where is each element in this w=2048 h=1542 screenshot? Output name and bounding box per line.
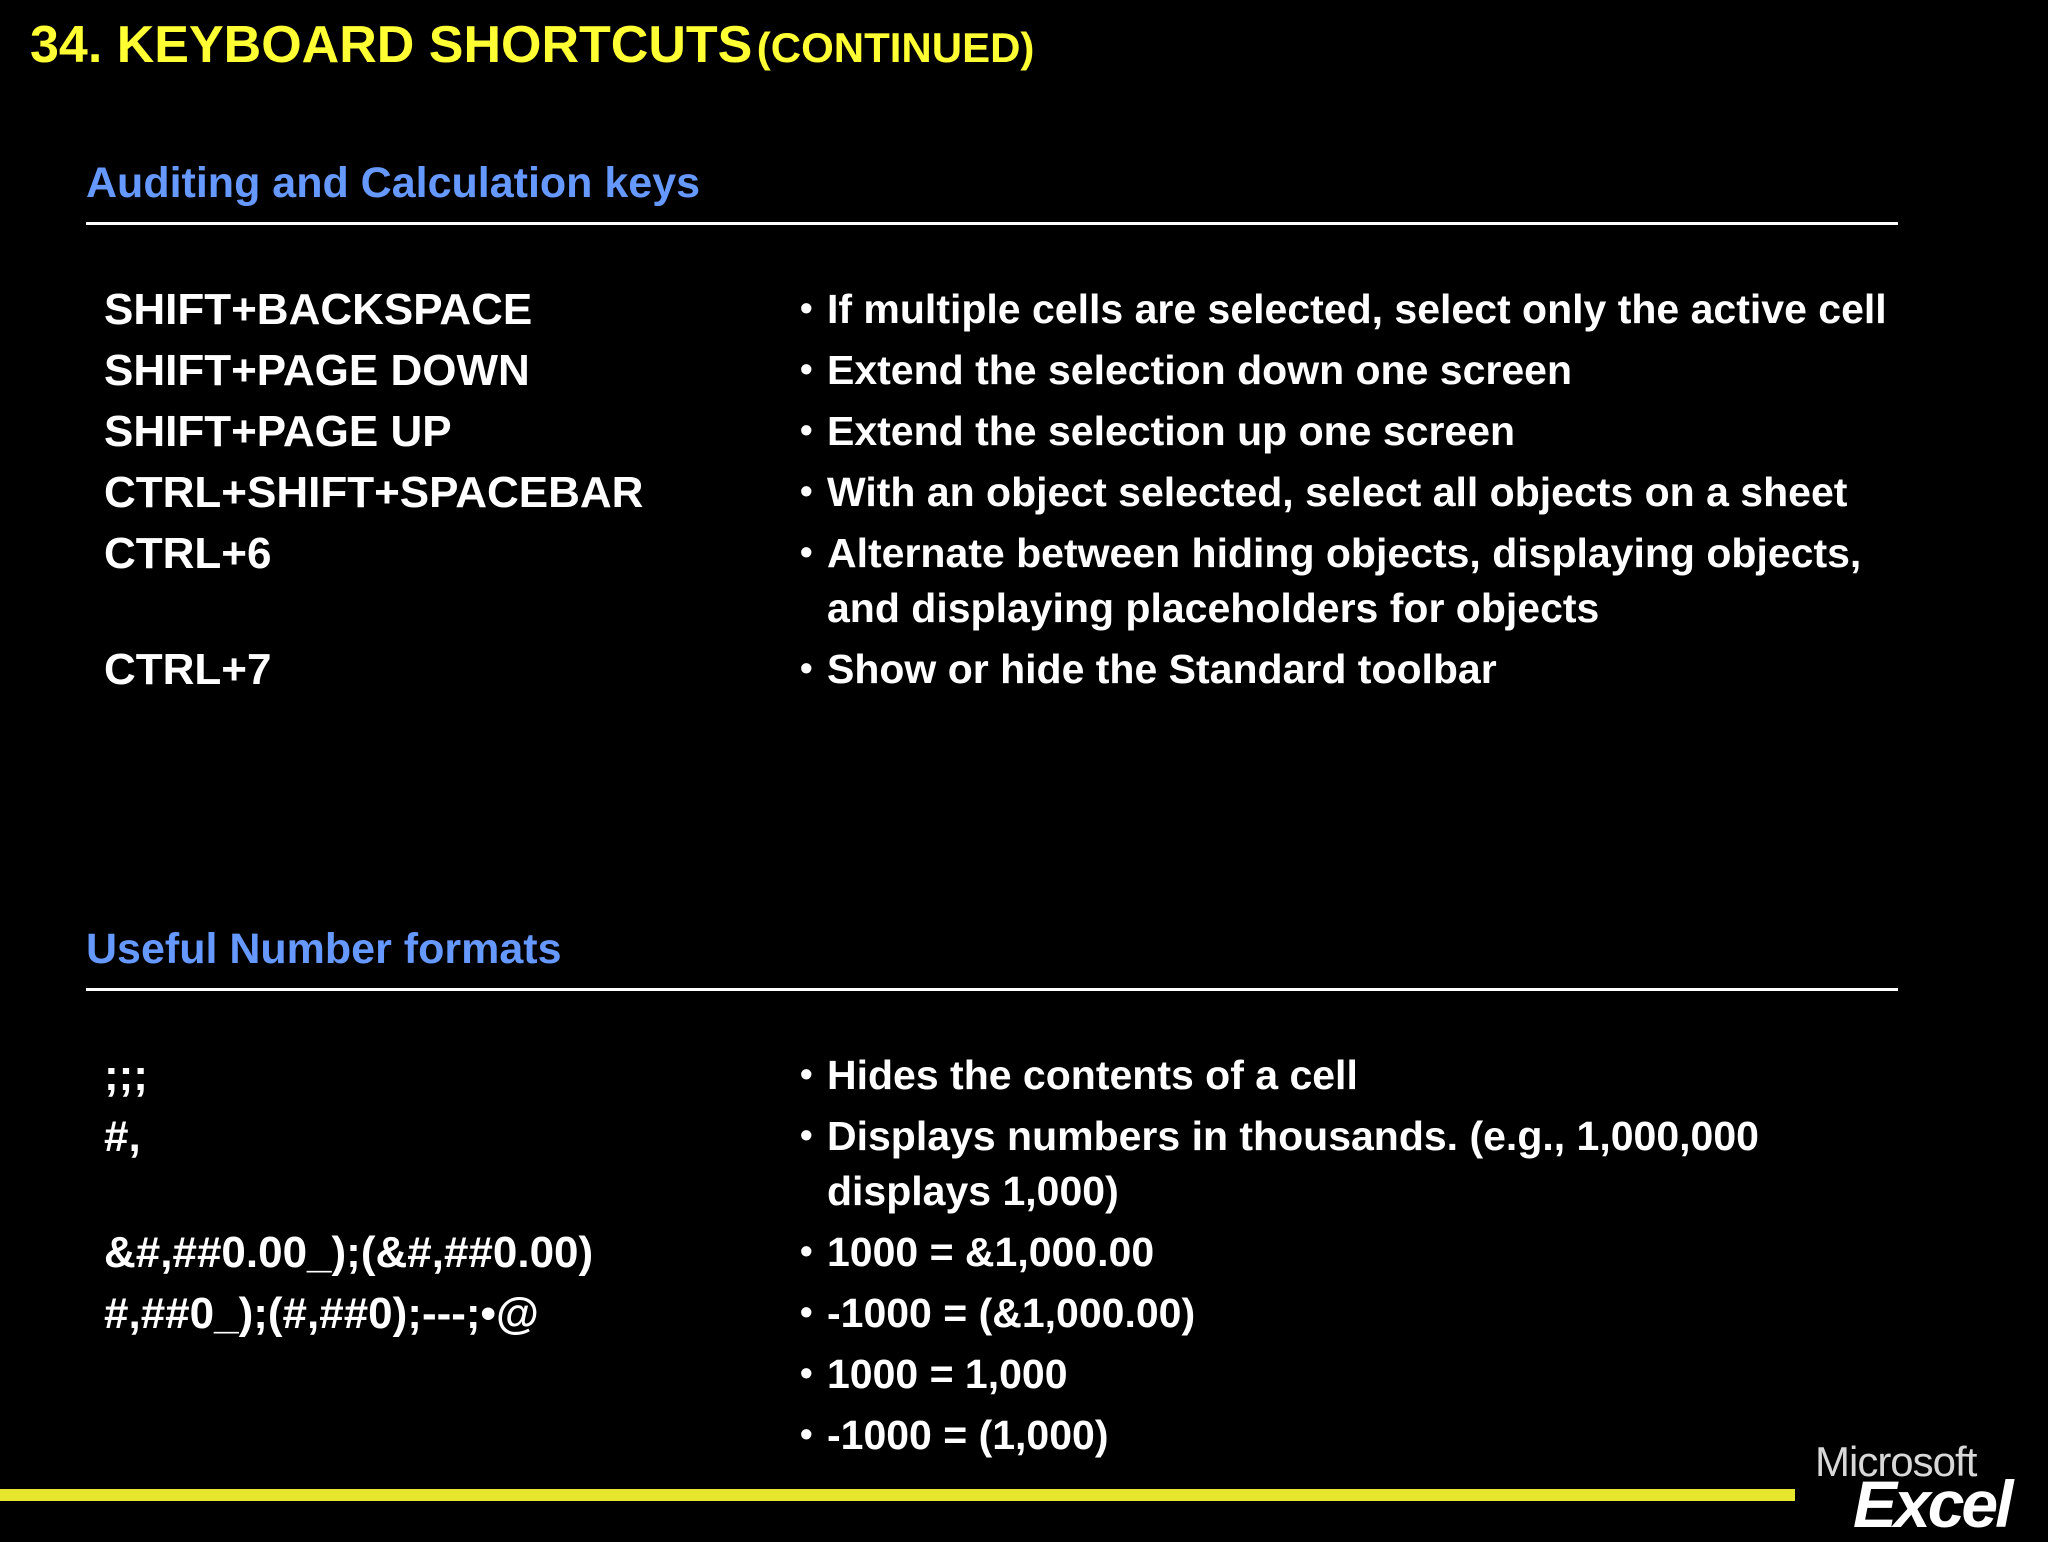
format-code: #, xyxy=(104,1112,141,1161)
table-row xyxy=(0,343,2048,398)
format-code: &#,##0.00_);(&#,##0.00) xyxy=(104,1228,594,1277)
table-row xyxy=(0,1286,2048,1341)
format-description: • 1000 = &1,000.00 xyxy=(827,1225,1907,1280)
slide-title-sub: (CONTINUED) xyxy=(756,24,1035,71)
shortcut-key: SHIFT+BACKSPACE xyxy=(104,285,533,334)
format-code: ;;; xyxy=(104,1051,148,1100)
table-row xyxy=(0,1109,2048,1219)
table-row xyxy=(0,1347,2048,1402)
shortcut-key: CTRL+SHIFT+SPACEBAR xyxy=(104,468,644,517)
table-row xyxy=(0,526,2048,636)
table-row xyxy=(0,404,2048,459)
table-row xyxy=(0,1048,2048,1103)
shortcut-description: • Extend the selection up one screen xyxy=(827,404,1907,459)
table-row xyxy=(0,1225,2048,1280)
shortcut-description: • Alternate between hiding objects, displaying objects, and displaying placeholders for objects xyxy=(827,526,1907,636)
shortcut-key: CTRL+6 xyxy=(104,529,272,578)
slide-title-main: 34. KEYBOARD SHORTCUTS xyxy=(30,16,753,74)
format-description: • Displays numbers in thousands. (e.g., 1,000,000 displays 1,000) xyxy=(827,1109,1907,1219)
section-divider xyxy=(86,988,1898,991)
logo-brand: Microsoft xyxy=(1815,1438,1977,1485)
shortcut-description: • If multiple cells are selected, select only the active cell xyxy=(827,282,1907,337)
table-row xyxy=(0,642,2048,697)
shortcut-description: • Show or hide the Standard toolbar xyxy=(827,642,1907,697)
shortcut-key: CTRL+7 xyxy=(104,645,272,694)
shortcut-key: SHIFT+PAGE UP xyxy=(104,407,452,456)
shortcut-description: • Extend the selection down one screen xyxy=(827,343,1907,398)
excel-logo xyxy=(1815,1438,2048,1541)
shortcut-key: SHIFT+PAGE DOWN xyxy=(104,346,530,395)
table-row xyxy=(0,465,2048,520)
format-description: • Hides the contents of a cell xyxy=(827,1048,1907,1103)
section-divider xyxy=(86,222,1898,225)
slide-title xyxy=(30,14,1034,76)
format-description: • -1000 = (&1,000.00) xyxy=(827,1286,1907,1341)
auditing-shortcut-table xyxy=(0,282,2048,703)
table-row xyxy=(0,1408,2048,1463)
table-row xyxy=(0,282,2048,337)
logo-product: Excel xyxy=(1853,1467,2011,1541)
section-heading-number-formats: Useful Number formats xyxy=(86,925,562,973)
number-format-table xyxy=(0,1048,2048,1469)
shortcut-description: • With an object selected, select all objects on a sheet xyxy=(827,465,1907,520)
format-description: • -1000 = (1,000) xyxy=(827,1408,1907,1463)
format-description: • 1000 = 1,000 xyxy=(827,1347,1907,1402)
footer-accent-bar xyxy=(0,1489,1795,1501)
format-code: #,##0_);(#,##0);---;•@ xyxy=(104,1289,539,1338)
section-heading-auditing: Auditing and Calculation keys xyxy=(86,159,701,207)
